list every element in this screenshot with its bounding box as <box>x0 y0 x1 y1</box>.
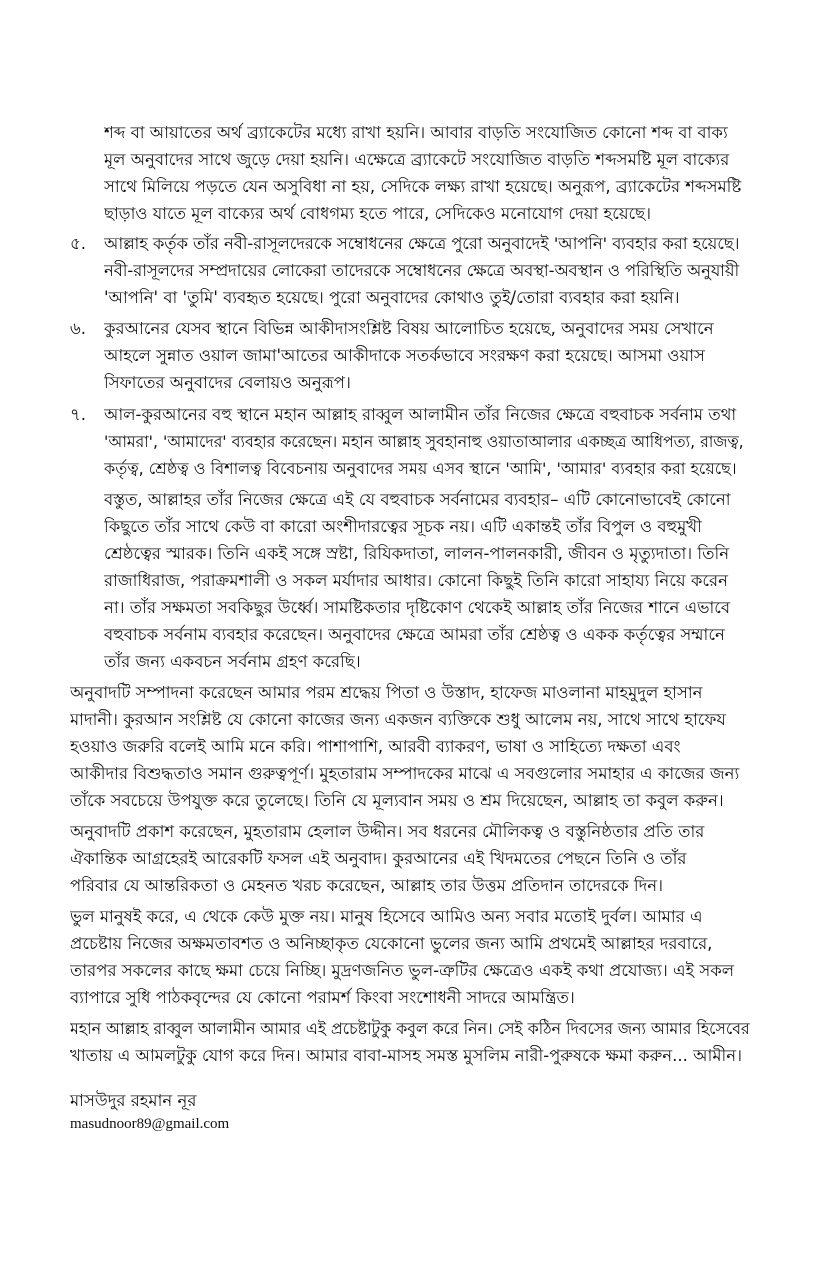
intro-line: সাথে মিলিয়ে পড়তে যেন অসুবিধা না হয়, সেদিকে লক্ষ্য রাখা হয়েছে। অনুরূপ, ব্র্যাকেটের শব্দসমষ্টি <box>104 177 742 196</box>
list-item-line: কুরআনের যেসব স্থানে বিভিন্ন আকীদাসংশ্লিষ্ট বিষয় আলোচিত হয়েছে, অনুবাদের সময় সেখানে <box>104 319 714 338</box>
list-item-continuation-line: না। তাঁর সক্ষমতা সবকিছুর উর্ধ্বে। সামষ্টিকতার দৃষ্টিকোণ থেকেই আল্লাহ তাঁর নিজের শানে এভাবে <box>104 598 731 617</box>
list-item-line: আহলে সুন্নাত ওয়াল জামা'আতের আকীদাকে সতর্কভাবে সংরক্ষণ করা হয়েছে। আসমা ওয়াস <box>104 346 705 365</box>
list-number: ৭. <box>70 405 86 424</box>
body-line: অনুবাদটি প্রকাশ করেছেন, মুহতারাম হেলাল উদ্দীন। সব ধরনের মৌলিকত্ব ও বস্তুনিষ্ঠতার প্রতি তার <box>70 822 705 841</box>
body-line: তারপর সকলের কাছে ক্ষমা চেয়ে নিচ্ছি। মুদ্রণজনিত ভুল-ত্রুটির ক্ষেত্রেও একই কথা প্রযোজ্য। এই সকল <box>70 961 735 980</box>
body-line: ব্যাপারে সুধি পাঠকবৃন্দের যে কোনো পরামর্শ কিংবা সংশোধনী সাদরে আমন্ত্রিত। <box>70 988 575 1007</box>
list-item-line: সিফাতের অনুবাদের বেলায়ও অনুরূপ। <box>104 373 351 392</box>
list-item-line: কর্তৃত্ব, শ্রেষ্ঠত্ব ও বিশালত্ব বিবেচনায় অনুবাদের সময় এসব স্থানে 'আমি', 'আমার' ব্যবহার করা হয়েছে। <box>104 459 737 478</box>
list-item-continuation-line: কিছুতে তাঁর সাথে কেউ বা কারো অংশীদারত্বের সূচক নয়। এটি একান্তই তাঁর বিপুল ও বহুমুখী <box>104 517 702 536</box>
list-item-continuation-line: শ্রেষ্ঠত্বের স্মারক। তিনি একই সঙ্গে স্রষ্টা, রিযিকদাতা, লালন-পালনকারী, জীবন ও মৃত্যুদাতা। তিনি <box>104 544 730 563</box>
list-item-continuation-line: বহুবাচক সর্বনাম ব্যবহার করেছেন। অনুবাদের ক্ষেত্রে আমরা তাঁর শ্রেষ্ঠত্ব ও একক কর্তৃত্বের সম্মানে <box>104 625 725 644</box>
list-item-continuation-line: তাঁর জন্য একবচন সর্বনাম গ্রহণ করেছি। <box>104 652 361 671</box>
signature-name: মাসউদুর রহমান নূর <box>70 1091 197 1110</box>
signature-email: masudnoor89@gmail.com <box>70 1116 230 1132</box>
body-line: হওয়াও জরুরি বলেই আমি মনে করি। পাশাপাশি, আরবী ব্যাকরণ, ভাষা ও সাহিত্যে দক্ষতা এবং <box>70 737 681 756</box>
body-line: ঐকান্তিক আগ্রহেরই আরেকটি ফসল এই অনুবাদ। কুরআনের এই খিদমতের পেছনে তিনি ও তাঁর <box>70 849 687 868</box>
list-item-line: আল্লাহ কর্তৃক তাঁর নবী-রাসূলদেরকে সম্বোধনের ক্ষেত্রে পুরো অনুবাদেই 'আপনি' ব্যবহার করা হয়েছে। <box>104 234 740 253</box>
intro-line: শব্দ বা আয়াতের অর্থ ব্র্যাকেটের মধ্যে রাখা হয়নি। আবার বাড়তি সংযোজিত কোনো শব্দ বা বাক্য <box>104 123 728 142</box>
list-number: ৬. <box>70 319 86 338</box>
list-item-line: আল-কুরআনের বহু স্থানে মহান আল্লাহ রাব্বুল আলামীন তাঁর নিজের ক্ষেত্রে বহুবাচক সর্বনাম তথা <box>104 405 737 424</box>
intro-line: ছাড়াও যাতে মূল বাক্যের অর্থ বোধগম্য হতে পারে, সেদিকেও মনোযোগ দেয়া হয়েছে। <box>104 204 652 223</box>
list-item-line: 'আমরা', 'আমাদের' ব্যবহার করেছেন। মহান আল্লাহ সুবহানাহু ওয়াতাআলার একচ্ছত্র আধিপত্য, রাজত্ব, <box>104 432 744 451</box>
body-line: প্রচেষ্টায় নিজের অক্ষমতাবশত ও অনিচ্ছাকৃত যেকোনো ভুলের জন্য আমি প্রথমেই আল্লাহর দরবারে, <box>70 934 713 953</box>
list-item-line: 'আপনি' বা 'তুমি' ব্যবহৃত হয়েছে। পুরো অনুবাদের কোথাও তুই/তোরা ব্যবহার করা হয়নি। <box>104 288 680 307</box>
list-item-continuation-line: বস্তুত, আল্লাহর তাঁর নিজের ক্ষেত্রে এই যে বহুবাচক সর্বনামের ব্যবহার– এটি কোনোভাবেই কোনো <box>104 490 731 509</box>
body-line: মহান আল্লাহ রাব্বুল আলামীন আমার এই প্রচেষ্টাটুকু কবুল করে নিন। সেই কঠিন দিবসের জন্য আমার হিসেবের <box>70 1019 750 1038</box>
list-number: ৫. <box>70 234 86 253</box>
body-line: ভুল মানুষই করে, এ থেকে কেউ মুক্ত নয়। মানুষ হিসেবে আমিও অন্য সবার মতোই দুর্বল। আমার এ <box>70 907 703 926</box>
intro-line: মূল অনুবাদের সাথে জুড়ে দেয়া হয়নি। এক্ষেত্রে ব্র্যাকেটে সংযোজিত বাড়তি শব্দসমষ্টি মূল বাক্যের <box>104 150 730 169</box>
body-line: পরিবার যে আন্তরিকতা ও মেহনত খরচ করেছেন, আল্লাহ তার উত্তম প্রতিদান তাদেরকে দিন। <box>70 876 664 895</box>
body-line: তাঁকে সবচেয়ে উপযুক্ত করে তুলেছে। তিনি যে মূল্যবান সময় ও শ্রম দিয়েছেন, আল্লাহ তা কবুল করুন। <box>70 791 724 810</box>
list-item-continuation-line: রাজাধিরাজ, পরাক্রমশালী ও সকল মর্যাদার আধার। কোনো কিছুই তিনি কারো সাহায্য নিয়ে করেন <box>104 571 728 590</box>
body-line: মাদানী। কুরআন সংশ্লিষ্ট যে কোনো কাজের জন্য একজন ব্যক্তিকে শুধু আলেম নয়, সাথে সাথে হাফেয <box>70 710 726 729</box>
body-line: অনুবাদটি সম্পাদনা করেছেন আমার পরম শ্রদ্ধেয় পিতা ও উস্তাদ, হাফেজ মাওলানা মাহমুদুল হাসান <box>70 683 703 702</box>
list-item-line: নবী-রাসূলদের সম্প্রদায়ের লোকেরা তাদেরকে সম্বোধনের ক্ষেত্রে অবস্থা-অবস্থান ও পরিস্থিতি অনুযায়ী <box>104 261 740 280</box>
body-line: আকীদার বিশুদ্ধতাও সমান গুরুত্বপূর্ণ। মুহতারাম সম্পাদকের মাঝে এ সবগুলোর সমাহার এ কাজের জন্য <box>70 764 740 783</box>
body-line: খাতায় এ আমলটুকু যোগ করে দিন। আমার বাবা-মাসহ সমস্ত মুসলিম নারী-পুরুষকে ক্ষমা করুন... আমীন। <box>70 1046 742 1065</box>
